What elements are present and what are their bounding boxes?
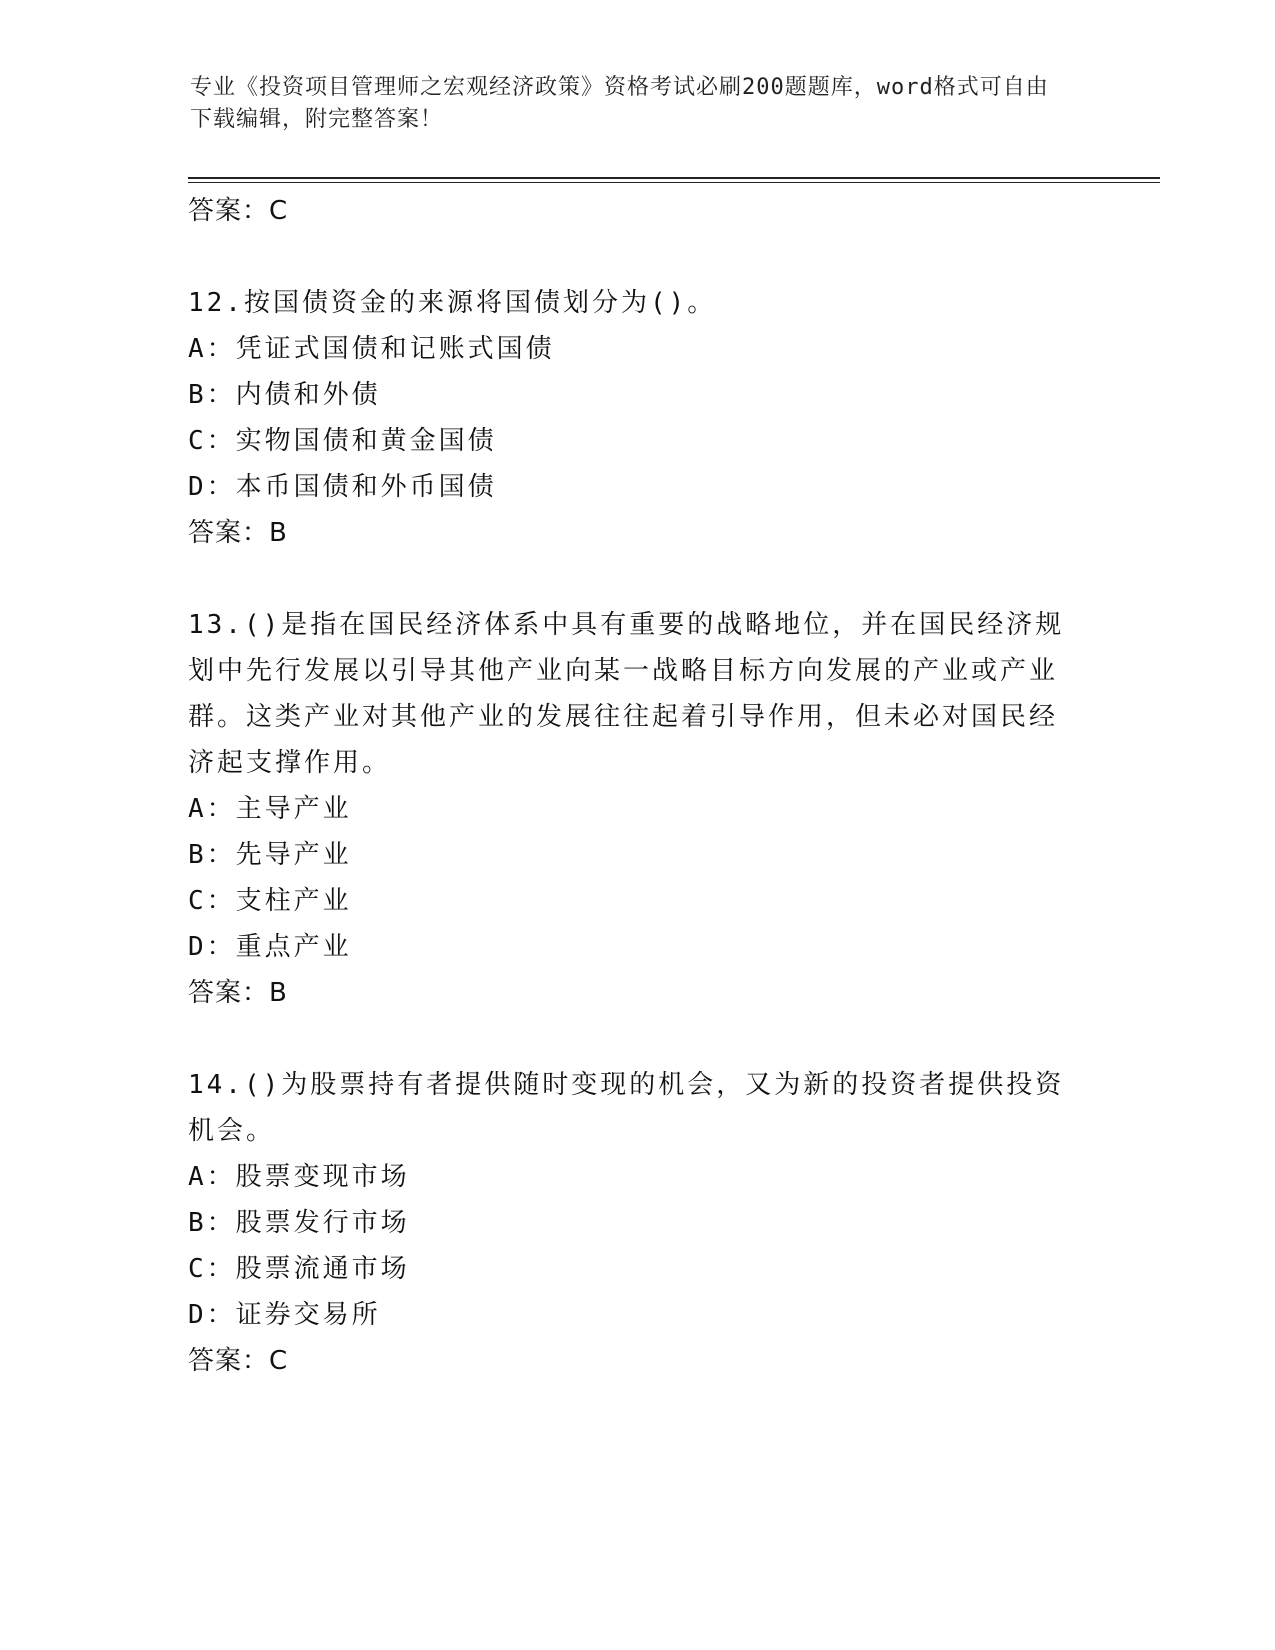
option-d: D：重点产业: [188, 932, 352, 962]
option-a: A：主导产业: [188, 794, 352, 824]
header-divider-thick: [188, 177, 1160, 179]
previous-answer: 答案：C: [188, 196, 289, 226]
answer: 答案：C: [188, 1346, 289, 1376]
question-13: [188, 602, 1088, 1016]
option-d: D：本币国债和外币国债: [188, 472, 497, 502]
question-text: 12.按国债资金的来源将国债划分为()。: [188, 288, 717, 318]
spacer: [188, 556, 1088, 602]
option-a: A：股票变现市场: [188, 1162, 410, 1192]
option-a: A：凭证式国债和记账式国债: [188, 334, 555, 364]
option-c: C：股票流通市场: [188, 1254, 410, 1284]
spacer: [188, 1016, 1088, 1062]
question-12: [188, 280, 1088, 556]
option-b: B：先导产业: [188, 840, 352, 870]
header-divider-thin: [188, 182, 1160, 183]
spacer: [188, 234, 1088, 280]
option-b: B：股票发行市场: [188, 1208, 410, 1238]
option-d: D：证券交易所: [188, 1300, 381, 1330]
option-c: C：支柱产业: [188, 886, 352, 916]
question-list: [188, 188, 1088, 1384]
question-14: [188, 1062, 1088, 1384]
option-c: C：实物国债和黄金国债: [188, 426, 497, 456]
answer: 答案：B: [188, 978, 288, 1008]
question-text: 14.()为股票持有者提供随时变现的机会，又为新的投资者提供投资机会。: [188, 1070, 1065, 1146]
question-text: 13.()是指在国民经济体系中具有重要的战略地位，并在国民经济规划中先行发展以引导其他产业向某一战略目标方向发展的产业或产业群。这类产业对其他产业的发展往往起着引导作用，但未必对国民经济起支撑作用。: [188, 610, 1065, 778]
option-b: B：内债和外债: [188, 380, 381, 410]
document-header: 专业《投资项目管理师之宏观经济政策》资格考试必刷200题题库，word格式可自由下载编辑，附完整答案！: [190, 75, 1049, 132]
answer: 答案：B: [188, 518, 288, 548]
